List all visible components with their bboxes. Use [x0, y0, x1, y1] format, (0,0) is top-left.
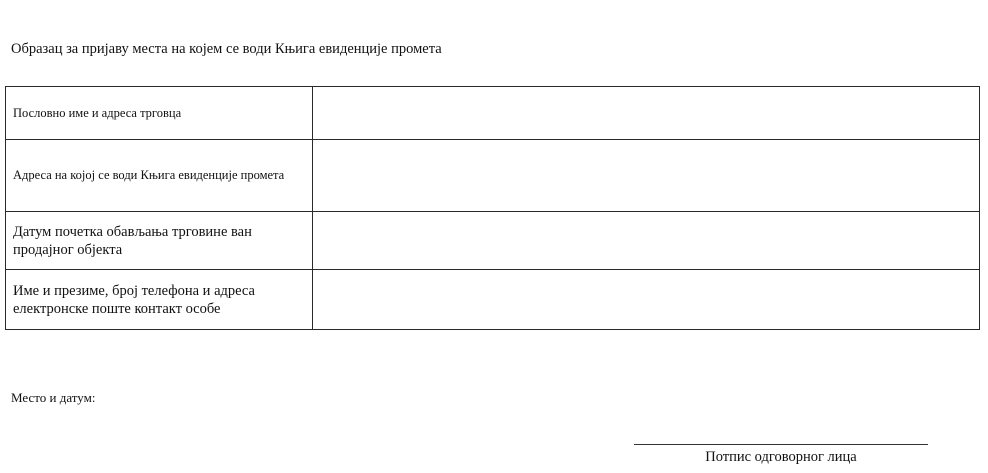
document-title: Образац за пријаву места на којем се води Књига евиденције промета: [11, 41, 442, 57]
field-label-contact-person: Име и презиме, број телефона и адреса електронске поште контакт особе: [6, 270, 313, 330]
table-row: [6, 140, 980, 212]
field-value-ledger-address[interactable]: [313, 140, 980, 212]
signature-line[interactable]: [634, 444, 928, 445]
place-date-label: Место и датум:: [11, 390, 96, 405]
signature-label: Потпис одговорног лица: [705, 449, 857, 465]
field-value-business-name[interactable]: [313, 87, 980, 140]
field-value-contact-person[interactable]: [313, 270, 980, 330]
table-row: [6, 87, 980, 140]
table-row: [6, 212, 980, 270]
table-row: [6, 270, 980, 330]
field-label-business-name: Пословно име и адреса трговца: [6, 87, 313, 140]
field-value-start-date[interactable]: [313, 212, 980, 270]
field-label-start-date: Датум почетка обављања трговине ван продајног објекта: [6, 212, 313, 270]
registration-form-table: [5, 86, 980, 330]
field-label-ledger-address: Адреса на којој се води Књига евиденције промета: [6, 140, 313, 212]
